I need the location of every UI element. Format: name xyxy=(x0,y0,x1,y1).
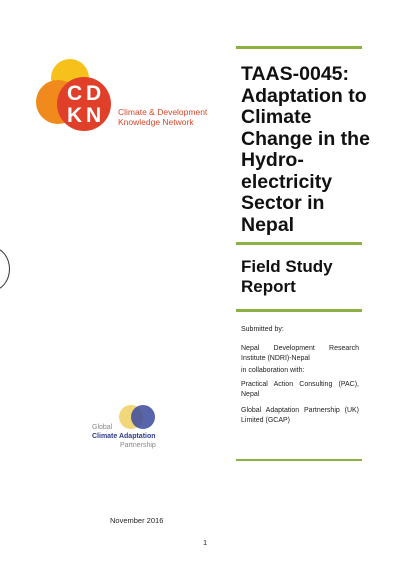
report-date: November 2016 xyxy=(110,516,164,525)
gcap-line3: Partnership xyxy=(120,442,156,449)
svg-text:N: N xyxy=(86,104,102,127)
bottom-rule xyxy=(236,459,362,461)
cdkn-tagline-line1: Climate & Development xyxy=(118,107,208,117)
svg-text:K: K xyxy=(67,104,83,127)
svg-text:D: D xyxy=(86,82,102,105)
submitted-by-label: Submitted by: xyxy=(241,326,284,333)
collaboration-label: in collaboration with: xyxy=(241,367,305,374)
cdkn-tagline-line2: Knowledge Network xyxy=(118,117,194,127)
cdkn-logo xyxy=(36,56,211,136)
title-rule xyxy=(236,242,362,245)
svg-text:C: C xyxy=(67,82,83,105)
gcap-line2: Climate Adaptation xyxy=(92,433,156,440)
margin-circle-mark xyxy=(0,247,10,291)
submitter-name: Nepal Development Research Institute (NDRI)-Nepal xyxy=(241,345,359,362)
gcap-logo xyxy=(92,402,192,458)
partner-pac: Practical Action Consulting (PAC), Nepal xyxy=(241,381,359,398)
cdkn-logo-mark xyxy=(36,56,116,136)
page-number: 1 xyxy=(203,538,208,547)
partner-gcap: Global Adaptation Partnership (UK) Limited (GCAP) xyxy=(241,407,359,424)
gcap-logo-mark xyxy=(112,402,168,432)
report-subtitle: Field Study Report xyxy=(241,257,333,296)
top-rule xyxy=(236,46,362,49)
report-title: TAAS-0045: Adaptation to Climate Change in the Hydro-electricity Sector in Nepal xyxy=(241,63,370,236)
subtitle-rule xyxy=(236,309,362,312)
gcap-line1: Global xyxy=(92,424,113,431)
